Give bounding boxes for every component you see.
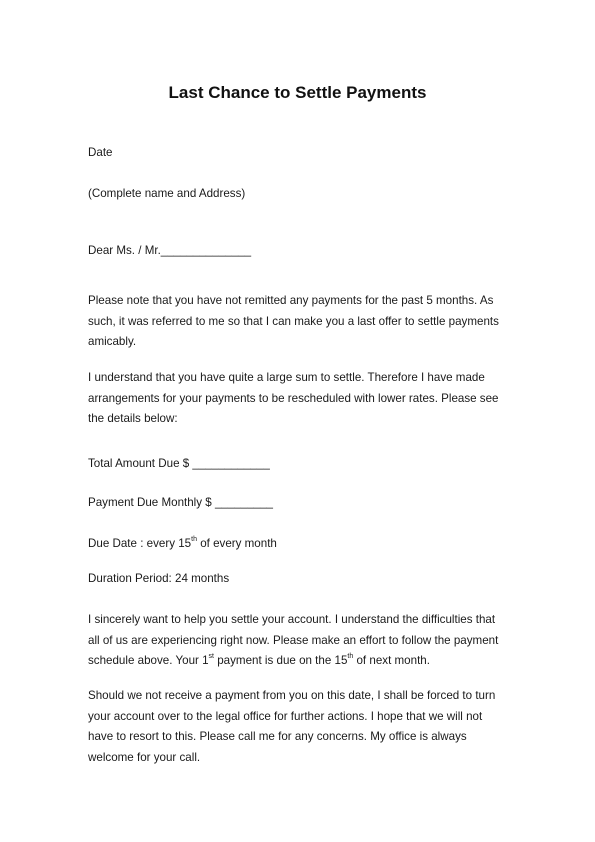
paragraph-3-text: of next month.	[353, 654, 430, 667]
paragraph-2-line: the details below:	[88, 412, 178, 425]
paragraph-4-line: welcome for your call.	[88, 750, 201, 764]
total-amount-due: Total Amount Due $ ____________	[88, 457, 270, 470]
date-label: Date	[88, 146, 113, 159]
paragraph-1-line: Please note that you have not remitted any payments for the past 5 months. As	[88, 294, 494, 307]
paragraph-2	[88, 368, 513, 430]
paragraph-3-line: all of us are experiencing right now. Please make an effort to follow the payment	[88, 633, 499, 647]
salutation: Dear Ms. / Mr.______________	[88, 244, 252, 257]
due-date-text-end: of every month	[196, 537, 277, 550]
paragraph-4-line: Should we not receive a payment from you on this date, I shall be forced to turn	[88, 689, 496, 702]
paragraph-2-line: I understand that you have quite a large sum to settle. Therefore I have made	[88, 371, 485, 384]
paragraph-3-line	[88, 651, 513, 672]
paragraph-1-line: such, it was referred to me so that I can make you a last offer to settle payments	[88, 314, 499, 328]
paragraph-1	[88, 291, 513, 353]
paragraph-4	[88, 686, 513, 768]
due-date-superscript: th	[191, 536, 197, 544]
ordinal-superscript: st	[208, 653, 214, 661]
paragraph-3-line: I sincerely want to help you settle your account. I understand the difficulties that	[88, 613, 496, 626]
due-date-text: Due Date : every 15	[88, 537, 192, 550]
paragraph-3-text: payment is due on the 15	[214, 654, 348, 667]
ordinal-superscript: th	[347, 653, 354, 661]
duration-period: Duration Period: 24 months	[88, 572, 230, 585]
paragraph-4-line: your account over to the legal office for further actions. I hope that we will not	[88, 709, 483, 723]
paragraph-2-line: arrangements for your payments to be rescheduled with lower rates. Please see	[88, 391, 499, 405]
letter-title: Last Chance to Settle Payments	[168, 83, 427, 102]
payment-due-monthly: Payment Due Monthly $ _________	[88, 496, 273, 509]
paragraph-3-text: schedule above. Your 1	[88, 654, 209, 667]
paragraph-4-line: have to resort to this. Please call me for any concerns. My office is always	[88, 730, 467, 743]
due-date	[88, 537, 277, 551]
paragraph-1-line: amicably.	[88, 335, 137, 348]
address-label: (Complete name and Address)	[88, 187, 246, 200]
paragraph-3	[88, 610, 513, 672]
